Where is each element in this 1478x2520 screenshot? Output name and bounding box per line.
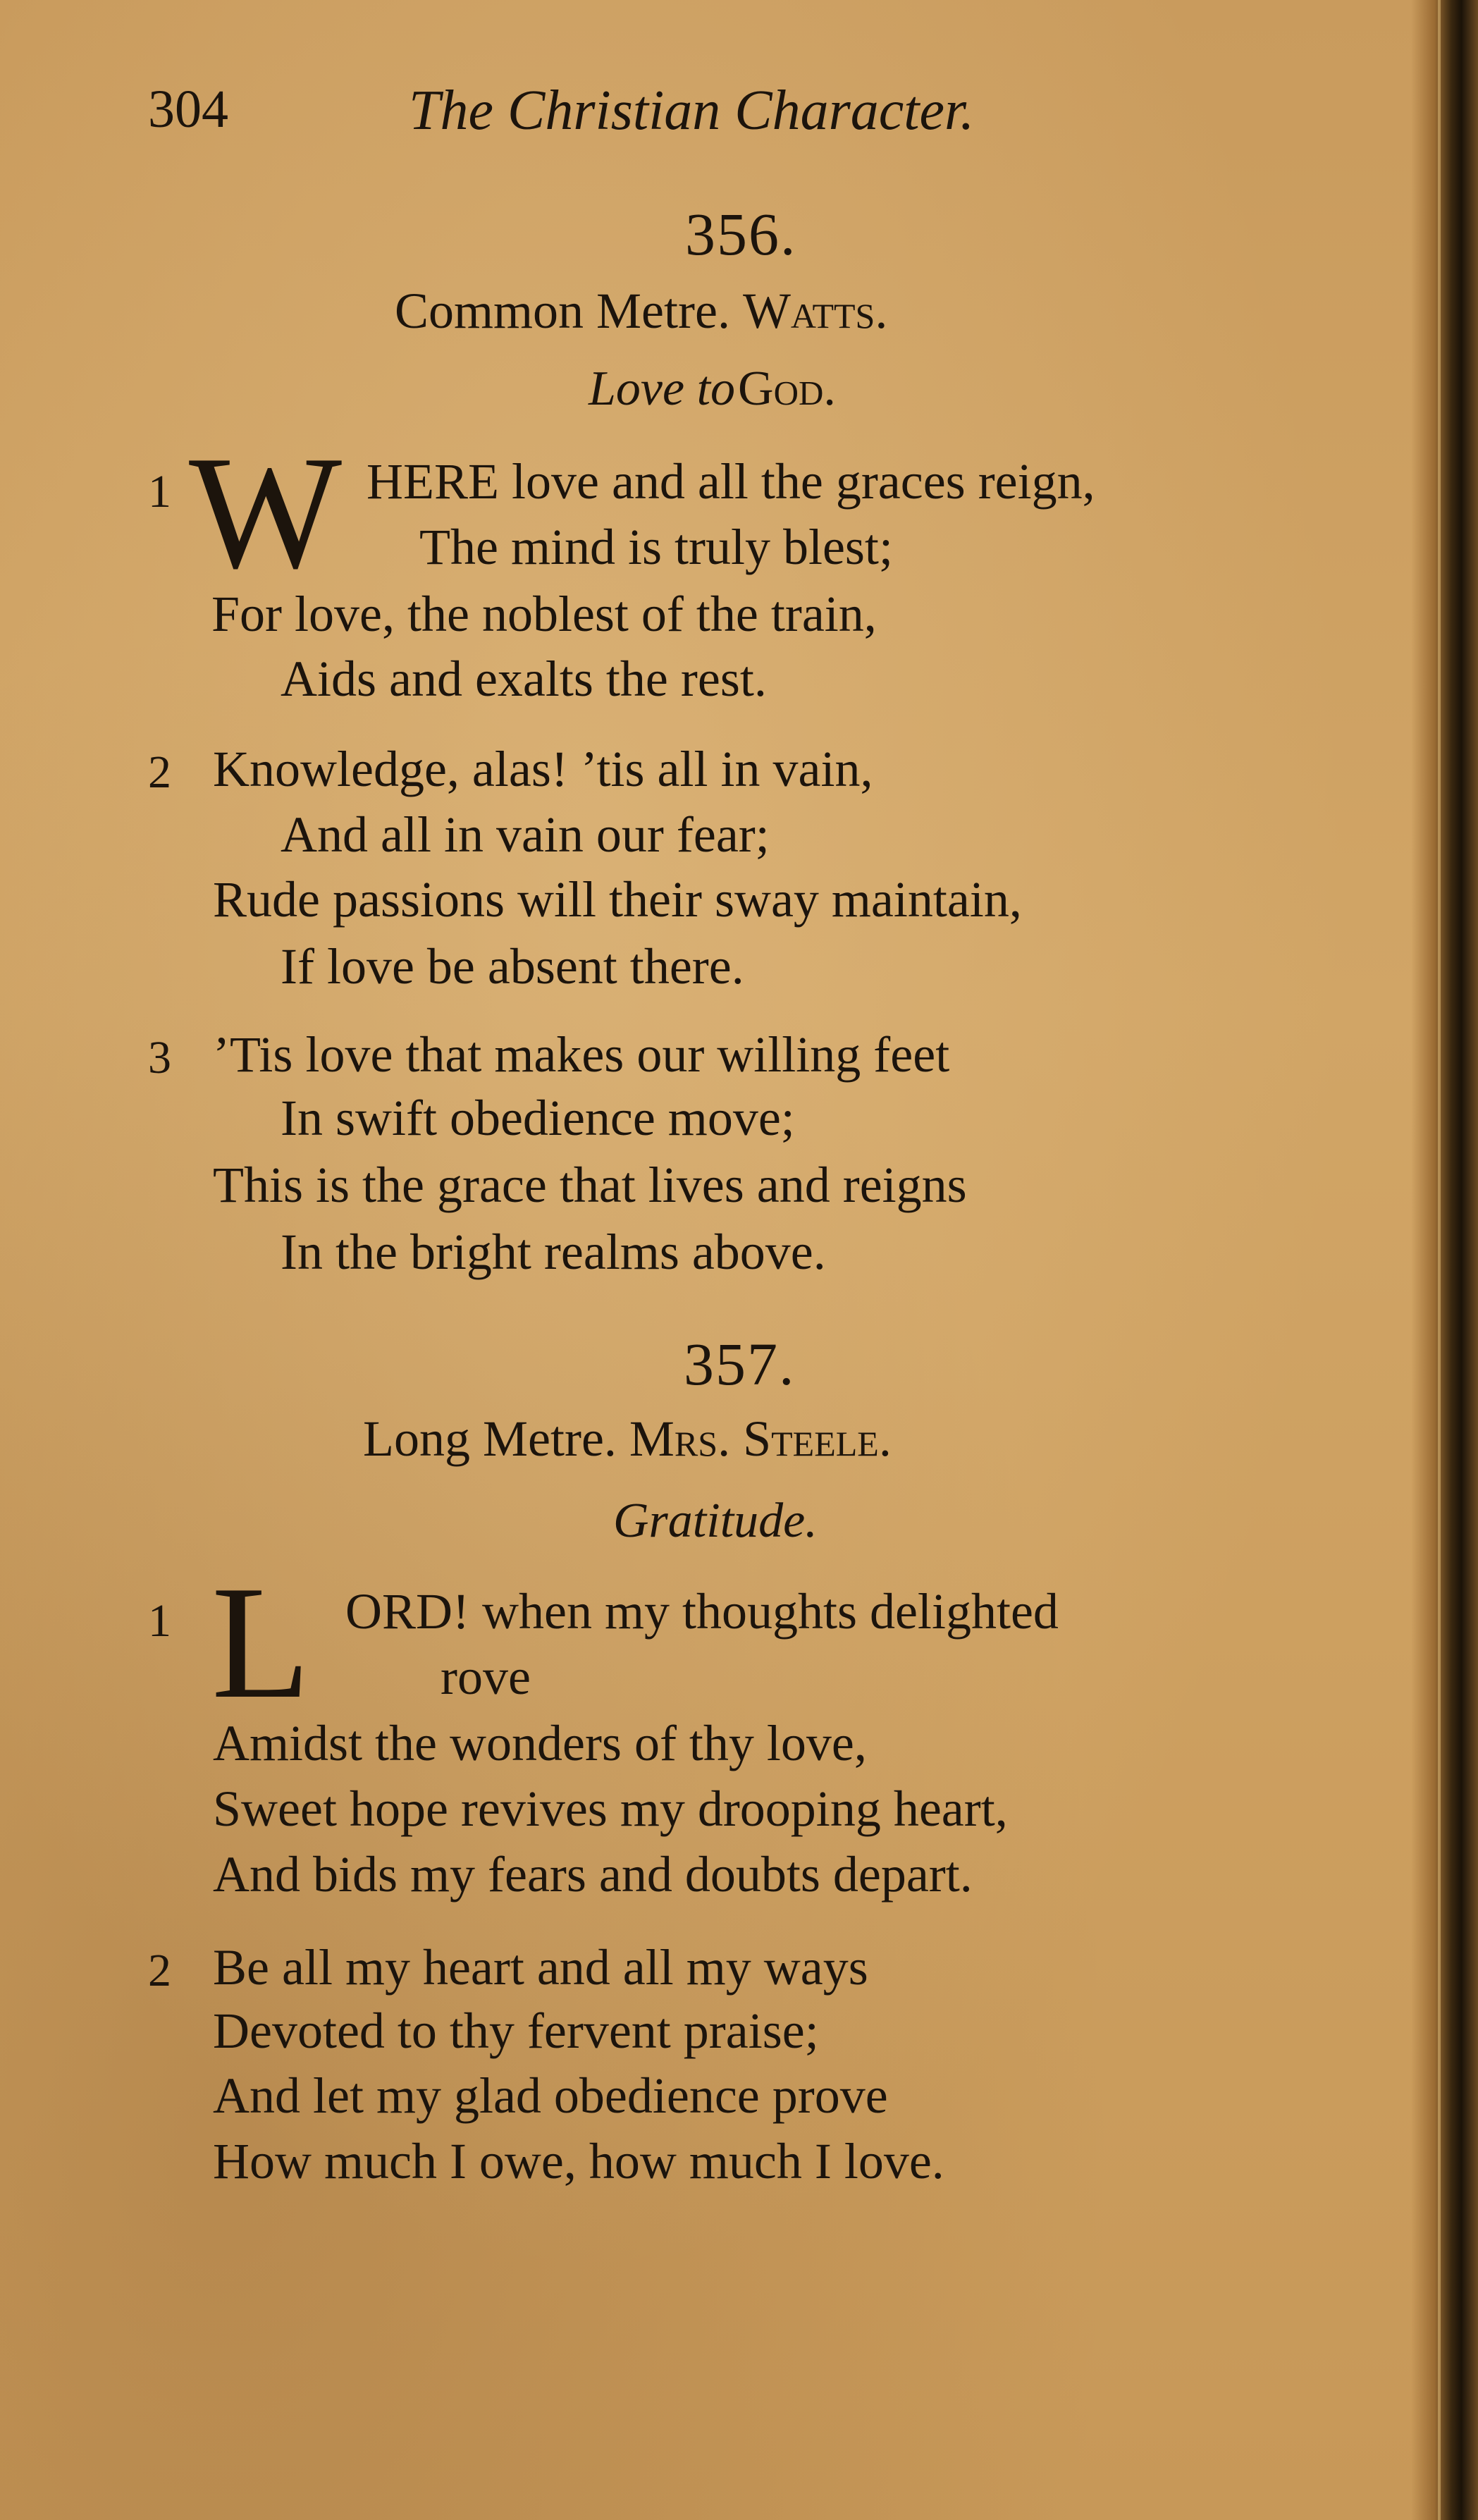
- hymn-metre: Common Metre.: [395, 283, 730, 339]
- verse-line: ’Tis love that makes our willing feet: [213, 1026, 950, 1083]
- verse-line: ORD! when my thoughts delighted: [345, 1583, 1059, 1640]
- verse-number: 1: [148, 1595, 171, 1647]
- verse-number: 1: [148, 466, 171, 517]
- hymn-metre: Long Metre.: [363, 1410, 617, 1467]
- verse-line: Amidst the wonders of thy love,: [213, 1715, 867, 1771]
- hymn-subject-caps: God.: [738, 362, 836, 416]
- drop-cap: L: [211, 1552, 311, 1732]
- page-edge: [1411, 0, 1478, 2520]
- verse-line: The mind is truly blest;: [419, 519, 893, 575]
- hymn-author: Mrs. Steele.: [629, 1410, 892, 1467]
- hymn-subject: Gratitude.: [613, 1494, 818, 1548]
- verse-line: If love be absent there.: [281, 938, 744, 995]
- hymn-author: Watts.: [742, 283, 888, 339]
- page-edge-highlight: [1438, 0, 1441, 2520]
- verse-line: Aids and exalts the rest.: [281, 651, 767, 707]
- verse-line: Devoted to thy fervent praise;: [213, 2003, 819, 2059]
- verse-number: 2: [148, 1945, 171, 1996]
- page-number: 304: [148, 80, 228, 139]
- verse-line: This is the grace that lives and reigns: [213, 1157, 967, 1213]
- verse-line: Be all my heart and all my ways: [213, 1939, 868, 1996]
- hymn-number: 356.: [685, 200, 797, 268]
- verse-line: For love, the noblest of the train,: [211, 586, 877, 642]
- hymn-metre-line: [363, 1410, 892, 1468]
- hymn-subject-italic: Love to: [589, 362, 736, 416]
- verse-line: rove: [441, 1649, 531, 1705]
- verse-line: How much I owe, how much I love.: [213, 2133, 944, 2189]
- verse-line: And all in vain our fear;: [281, 806, 770, 863]
- verse-number: 2: [148, 746, 171, 798]
- hymn-subject: [589, 361, 836, 417]
- verse-line: And bids my fears and doubts depart.: [213, 1846, 973, 1903]
- verse-line: HERE love and all the graces reign,: [367, 453, 1095, 510]
- verse-line: In the bright realms above.: [281, 1224, 826, 1280]
- verse-line: Knowledge, alas! ’tis all in vain,: [213, 741, 873, 797]
- verse-line: In swift obedience move;: [281, 1090, 795, 1146]
- verse-number: 3: [148, 1032, 171, 1083]
- drop-cap: W: [189, 422, 343, 602]
- verse-line: And let my glad obedience prove: [213, 2067, 888, 2124]
- hymn-number: 357.: [684, 1330, 796, 1398]
- verse-line: Sweet hope revives my drooping heart,: [213, 1781, 1008, 1837]
- running-title: The Christian Character.: [409, 80, 975, 142]
- verse-line: Rude passions will their sway maintain,: [213, 871, 1022, 928]
- hymn-metre-line: [395, 282, 887, 340]
